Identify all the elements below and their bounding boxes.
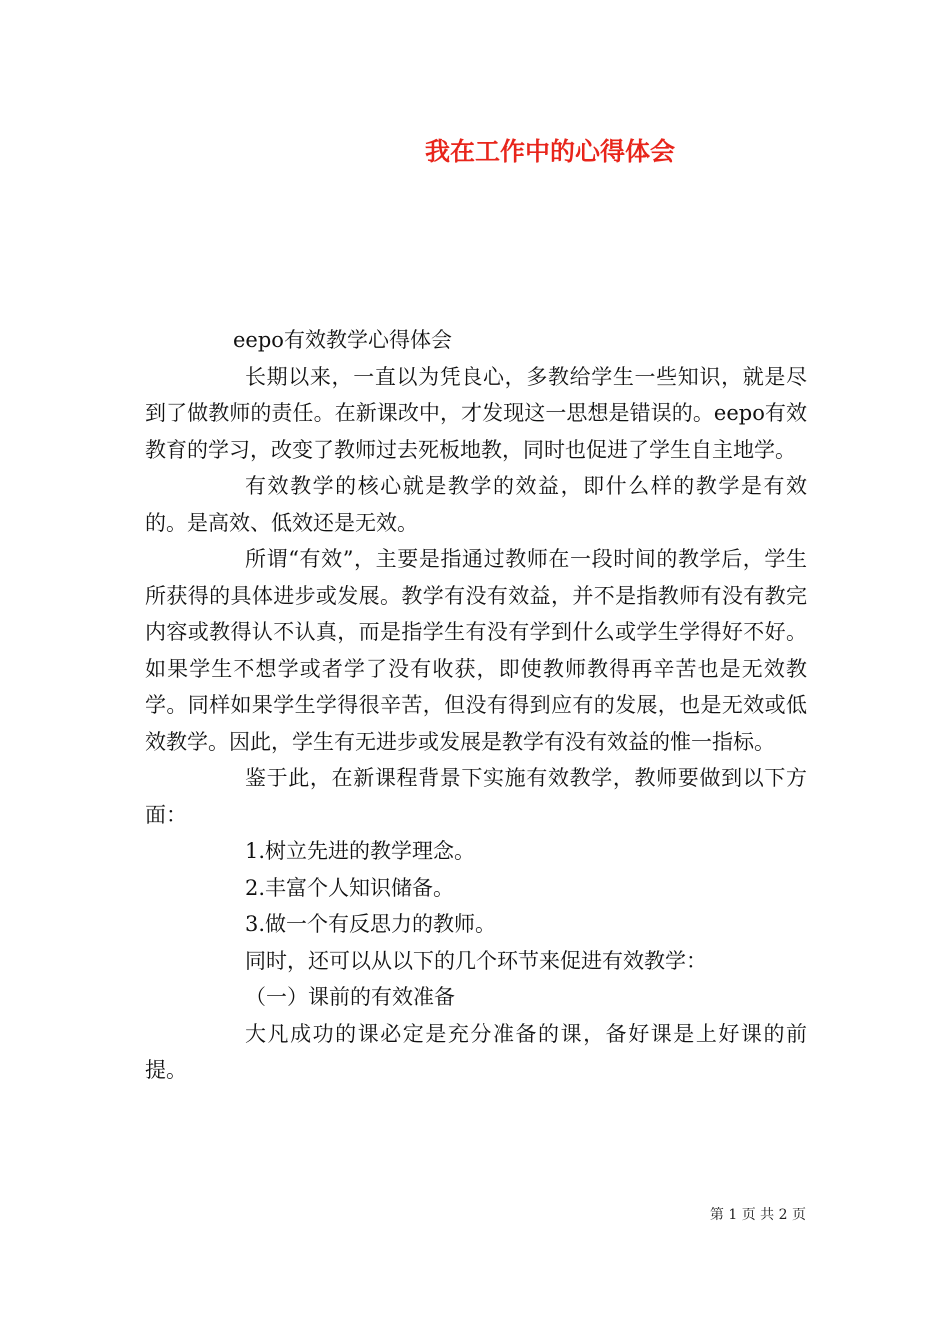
paragraph-1: 长期以来，一直以为凭良心，多教给学生一些知识，就是尽到了做教师的责任。在新课改中，才发现这一思想是错误的。eepo有效教育的学习，改变了教师过去死板地教，同时也促进了学生自主地学。 — [145, 364, 807, 462]
page-number: 第 1 页 共 2 页 — [709, 1207, 806, 1223]
section-heading: （一）课前的有效准备 — [245, 985, 455, 1009]
paragraph-3: 所谓“有效”，主要是指通过教师在一段时间的教学后，学生所获得的具体进步或发展。教学有没有效益，并不是指教师有没有教完内容或教得认不认真，而是指学生有没有学到什么或学生学得好不好。如果学生不想学或者学了没有收获，即使教师教得再辛苦也是无效教学。同样如果学生学得很辛苦，但没有得到应有的发展，也是无效或低效教学。因此，学生有无进步或发展是教学有没有效益的惟一指标。 — [145, 547, 807, 754]
document-body — [145, 322, 807, 1089]
last-paragraph: 大凡成功的课必定是充分准备的课，备好课是上好课的前提。 — [145, 1021, 807, 1082]
list-item-2: 2.丰富个人知识储备。 — [245, 875, 455, 900]
document-title: 我在工作中的心得体会 — [424, 137, 675, 166]
paragraph-2: 有效教学的核心就是教学的效益，即什么样的教学是有效的。是高效、低效还是无效。 — [145, 474, 807, 535]
document-subtitle: eepo有效教学心得体会 — [233, 328, 452, 352]
after-list-paragraph: 同时，还可以从以下的几个环节来促进有效教学： — [245, 948, 707, 973]
paragraph-4: 鉴于此，在新课程背景下实施有效教学，教师要做到以下方面： — [145, 766, 807, 827]
list-item-1: 1.树立先进的教学理念。 — [245, 839, 476, 863]
list-item-3: 3.做一个有反思力的教师。 — [245, 912, 497, 936]
